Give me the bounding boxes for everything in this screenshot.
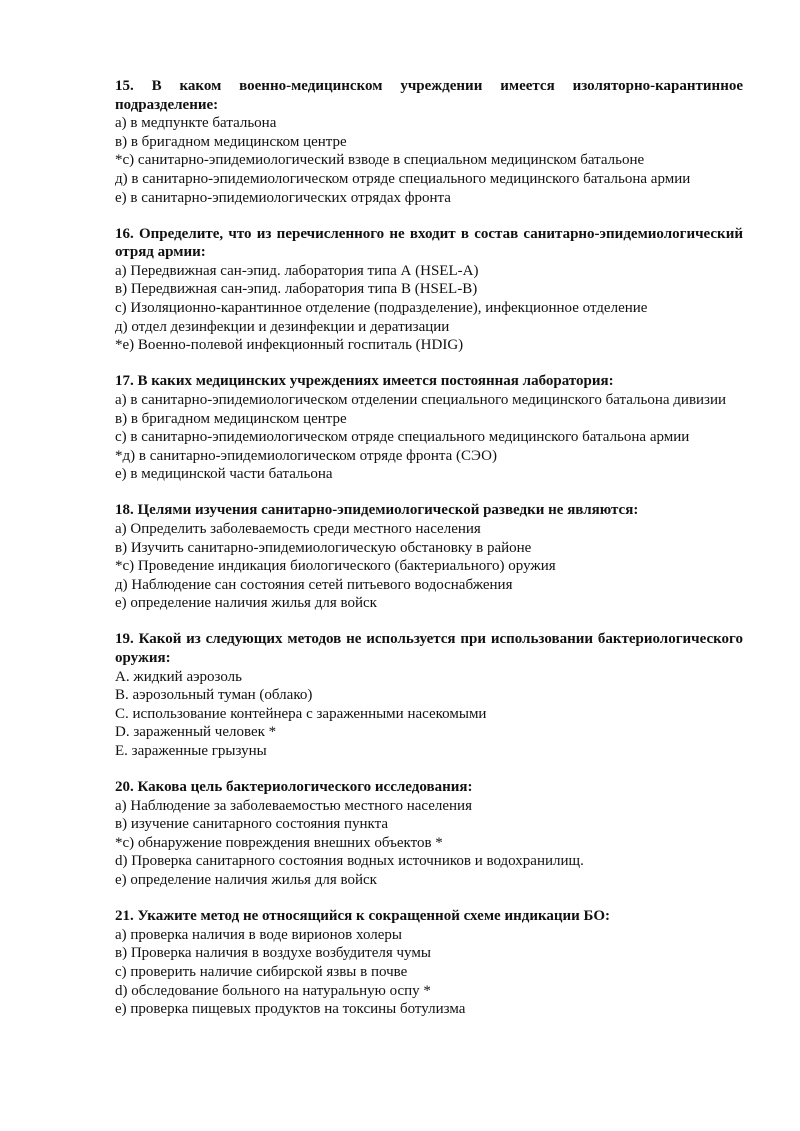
answer-option: с) в санитарно-эпидемиологическом отряде специального медицинского батальона армии: [115, 429, 690, 446]
question-19: [115, 630, 743, 760]
answer-options: [115, 797, 743, 890]
answer-option: *е) Военно-полевой инфекционный госпиталь (HDIG): [115, 337, 464, 354]
question-16: [115, 225, 743, 355]
answer-option: а) Наблюдение за заболеваемостью местного населения: [115, 797, 472, 814]
answer-options: [115, 262, 743, 355]
answer-option: B. аэрозольный туман (облако): [115, 687, 313, 704]
answer-option: E. зараженные грызуны: [115, 743, 267, 759]
answer-option: в) Передвижная сан-эпид. лаборатория типа В (HSEL-B): [115, 281, 478, 298]
answer-option: е) определение наличия жилья для войск: [115, 595, 377, 612]
answer-option: е) проверка пищевых продуктов на токсины ботулизма: [115, 1001, 466, 1018]
question-title: 16. Определите, что из перечисленного не входит в состав санитарно-эпидемиологический отряд армии:: [115, 225, 743, 261]
answer-option: в) Изучить санитарно-эпидемиологическую обстановку в районе: [115, 539, 532, 556]
answer-option: а) Передвижная сан-эпид. лаборатория типа А (HSEL-A): [115, 262, 479, 279]
answer-option: а) в санитарно-эпидемиологическом отделении специального медицинского батальона дивизии: [115, 391, 727, 408]
answer-option: а) проверка наличия в воде вирионов холеры: [115, 926, 402, 943]
question-title: 19. Какой из следующих методов не используется при использовании бактериологического оружия:: [115, 631, 743, 667]
answer-option: д) в санитарно-эпидемиологическом отряде специального медицинского батальона армии: [115, 170, 691, 187]
answer-option: d) обследование больного на натуральную оспу *: [115, 982, 431, 999]
answer-option: *с) Проведение индикация биологического (бактериального) оружия: [115, 558, 556, 575]
answer-option: в) Проверка наличия в воздухе возбудителя чумы: [115, 945, 431, 962]
question-title: 17. В каких медицинских учреждениях имеется постоянная лаборатория:: [115, 373, 614, 390]
answer-options: [115, 520, 743, 613]
question-title: 15. В каком военно-медицинском учреждении имеется изоляторно-карантинное подразделение:: [115, 78, 743, 113]
answer-option: с) Изоляционно-карантинное отделение (подразделение), инфекционное отделение: [115, 300, 648, 317]
question-15: [115, 77, 743, 207]
answer-option: C. использование контейнера с зараженными насекомыми: [115, 705, 487, 722]
answer-option: е) в санитарно-эпидемиологических отрядах фронта: [115, 189, 451, 206]
answer-option: A. жидкий аэрозоль: [115, 668, 243, 685]
answer-option: d) Проверка санитарного состояния водных источников и водохранилищ.: [115, 853, 584, 870]
answer-option: в) изучение санитарного состояния пункта: [115, 816, 389, 833]
answer-option: в) в бригадном медицинском центре: [115, 410, 347, 427]
answer-options: [115, 391, 743, 484]
answer-options: [115, 668, 743, 761]
answer-option: *с) санитарно-эпидемиологический взводе в специальном медицинском батальоне: [115, 152, 645, 169]
question-title: 18. Целями изучения санитарно-эпидемиологической разведки не являются:: [115, 502, 639, 519]
answer-option: *д) в санитарно-эпидемиологическом отряде фронта (СЭО): [115, 447, 497, 464]
answer-option: д) отдел дезинфекции и дезинфекции и дератизации: [115, 318, 450, 335]
question-17: [115, 372, 743, 484]
question-21: [115, 907, 743, 1019]
answer-option: с) проверить наличие сибирской язвы в почве: [115, 963, 408, 980]
answer-options: [115, 926, 743, 1019]
answer-option: а) Определить заболеваемость среди местного населения: [115, 520, 481, 537]
question-20: [115, 778, 743, 890]
question-18: [115, 501, 743, 613]
answer-option: е) в медицинской части батальона: [115, 466, 333, 483]
answer-option: в) в бригадном медицинском центре: [115, 133, 347, 150]
answer-option: а) в медпункте батальона: [115, 115, 277, 132]
document-page: [115, 77, 743, 1036]
answer-option: D. зараженный человек *: [115, 724, 277, 741]
question-title: 20. Какова цель бактериологического исследования:: [115, 779, 473, 796]
answer-option: *с) обнаружение повреждения внешних объектов *: [115, 834, 443, 851]
answer-options: [115, 114, 743, 207]
answer-option: д) Наблюдение сан состояния сетей питьевого водоснабжения: [115, 576, 513, 593]
answer-option: е) определение наличия жилья для войск: [115, 872, 377, 889]
question-title: 21. Укажите метод не относящийся к сокращенной схеме индикации БО:: [115, 908, 611, 925]
